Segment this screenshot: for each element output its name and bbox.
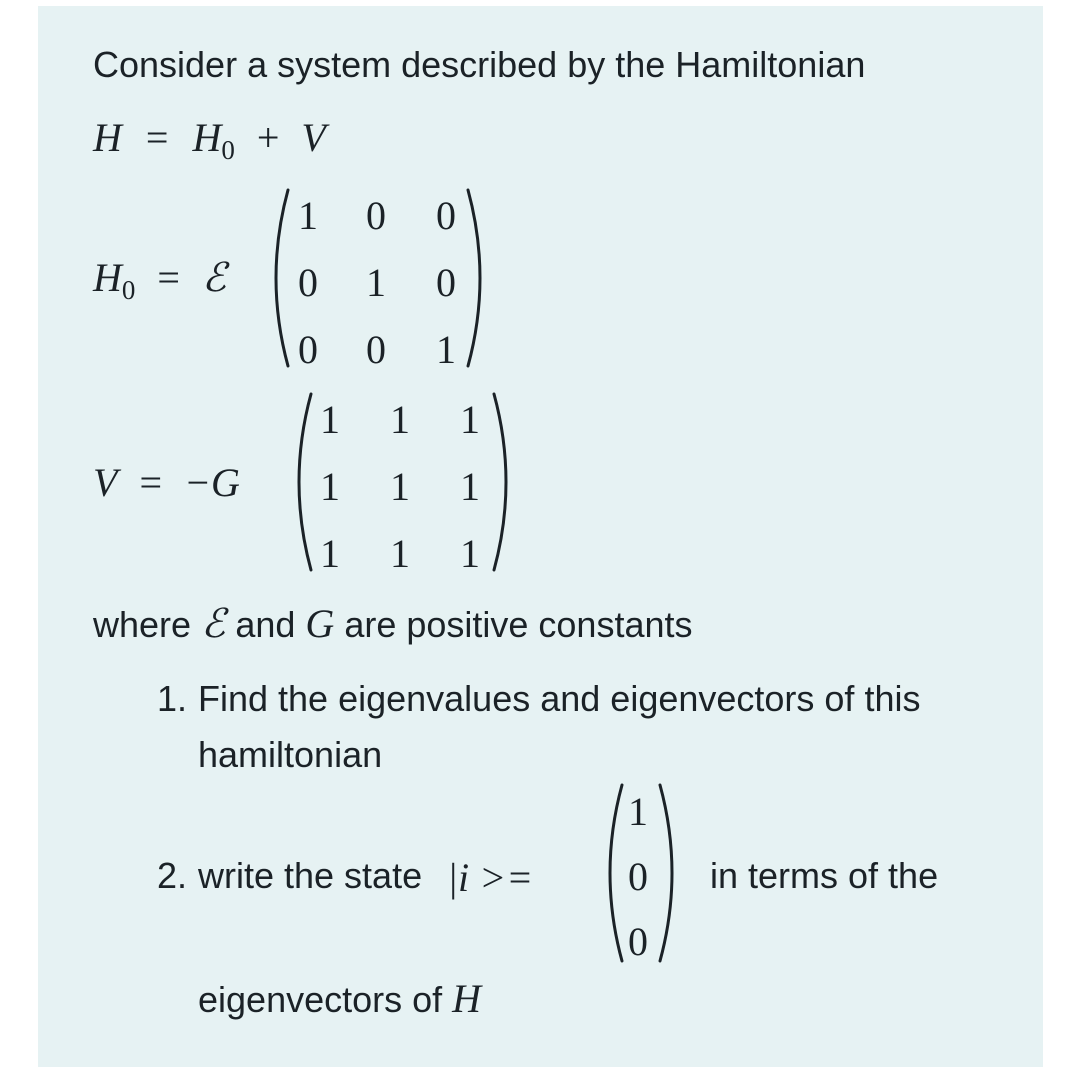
and-text: and [235,604,296,645]
v-symbol: V [93,460,118,505]
matrix-cell: 0 [366,327,386,372]
h0-definition-lhs [93,255,227,305]
matrix-cell: 1 [460,464,480,509]
matrix-cell: 1 [366,260,386,305]
ket-i-expression: |i >= [447,855,534,900]
matrix-cell: 0 [366,193,386,238]
g-symbol: G [305,601,335,646]
equals-sign: = [139,460,162,505]
matrix-cell: 1 [320,397,340,442]
h0-right-paren [464,188,494,368]
question-card [38,6,1043,1067]
matrix-cell: 0 [298,327,318,372]
item-1-line-1: Find the eigenvalues and eigenvectors of this [198,678,921,719]
intro-text: Consider a system described by the Hamiltonian [93,44,866,85]
v-left-paren [285,392,315,572]
v-right-paren [490,392,520,572]
matrix-cell: 0 [436,193,456,238]
vector-right-paren [656,783,686,963]
item-1-line-2: hamiltonian [198,734,383,775]
vector-cell: 0 [628,919,648,964]
h0-subscript: 0 [221,135,235,165]
item-1-number: 1. [157,678,188,719]
epsilon-symbol: ℰ [201,255,227,300]
vector-cell: 1 [628,789,648,834]
equals-sign: = [145,115,169,160]
item-2-line-2 [198,975,481,1022]
where-line [93,600,693,647]
matrix-cell: 1 [460,531,480,576]
plus-sign: + [256,115,280,160]
eigenvectors-text: eigenvectors of [198,979,443,1020]
h0-left-paren [262,188,292,368]
minus-g-coefficient: −G [184,460,240,505]
vector-cell: 0 [628,854,648,899]
h0-symbol: H [93,255,122,300]
positive-constants-text: are positive constants [344,604,693,645]
v-symbol: V [301,115,326,160]
vector-left-paren [596,783,626,963]
item-2-number: 2. [157,855,188,896]
h-symbol: H [93,115,122,160]
hamiltonian-equation [93,115,326,165]
h0-symbol: H [192,115,222,160]
item-2-text-b: in terms of the [710,855,939,896]
matrix-cell: 1 [320,464,340,509]
epsilon-symbol: ℰ [201,601,226,646]
matrix-cell: 1 [320,531,340,576]
matrix-cell: 1 [390,531,410,576]
matrix-cell: 1 [390,397,410,442]
matrix-cell: 0 [436,260,456,305]
h-symbol: H [452,976,482,1021]
v-definition-lhs [93,460,240,505]
matrix-cell: 0 [298,260,318,305]
matrix-cell: 1 [460,397,480,442]
matrix-cell: 1 [390,464,410,509]
h0-subscript: 0 [121,275,136,305]
matrix-cell: 1 [298,193,318,238]
matrix-cell: 1 [436,327,456,372]
item-2-text-a: write the state [198,855,423,896]
where-text: where [93,604,192,645]
equals-sign: = [157,255,180,300]
